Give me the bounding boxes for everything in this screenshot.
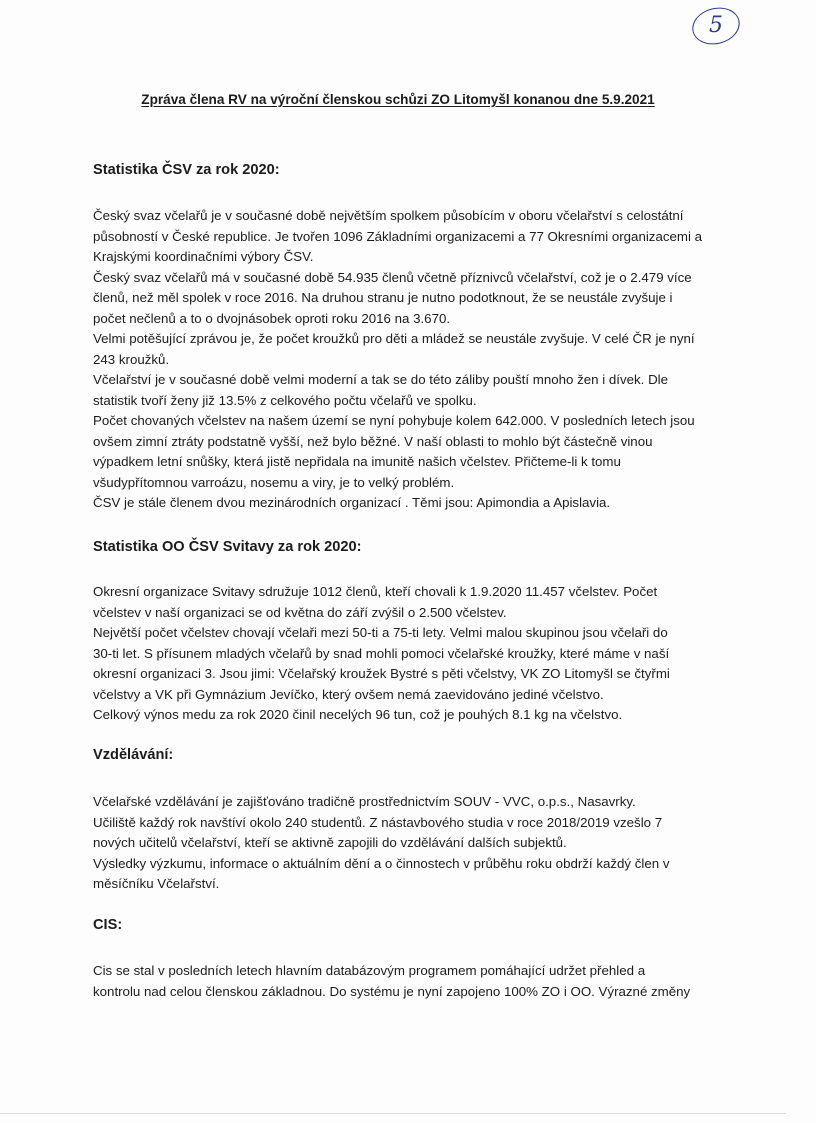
text-line: včelstev v naší organizaci se od května do září zvýšil o 2.500 včelstev. xyxy=(93,604,507,620)
text-line: měsíčníku Včelařství. xyxy=(93,876,220,891)
text-line: okresní organizaci 3. Jsou jimi: Včelařský kroužek Bystré s pěti včelstvy, VK ZO Litomyšl se čtyřmi xyxy=(93,666,670,681)
text-line: působností v České republice. Je tvořen 1096 Základními organizacemi a 77 Okresními organizacemi a xyxy=(93,228,703,244)
section-body-education xyxy=(93,792,723,895)
text-line: 30-ti let. S přísunem mladých včelařů by snad mohli pomoci včelařské kroužky, které máme v naší xyxy=(93,645,670,661)
page-number: 5 xyxy=(709,13,723,38)
text-line: 243 kroužků. xyxy=(93,351,170,367)
text-line: ČSV je stále členem dvou mezinárodních organizací . Těmi jsou: Apimondia a Apislavia. xyxy=(93,495,611,510)
text-line: nových učitelů včelařství, kteří se aktivně zapojili do vzdělávání dalších subjektů. xyxy=(93,835,567,850)
text-line: Okresní organizace Svitavy sdružuje 1012 členů, kteří chovali k 1.9.2020 11.457 včelstev. Počet xyxy=(93,584,658,599)
text-line: členů, než měl spolek v roce 2016. Na druhou stranu je nutno podotknout, že se neustále zvyšuje i xyxy=(93,290,673,305)
text-line: Včelařské vzdělávání je zajišťováno tradičně prostřednictvím SOUV - VVC, o.p.s., Nasavrky. xyxy=(93,794,636,809)
section-heading-education: Vzdělávání: xyxy=(93,747,174,763)
section-body-csv-statistics xyxy=(93,206,723,514)
text-line: Včelařství je v současné době velmi moderní a tak se do této záliby pouští mnoho žen i dívek. Dle xyxy=(93,372,669,387)
text-line: Učiliště každý rok navštíví okolo 240 studentů. Z nástavbového studia v roce 2018/2019 vzešlo 7 xyxy=(93,814,663,830)
text-line: ovšem zimní ztráty podstatně vyšší, než bylo běžné. V naší oblasti to mohlo být částečně vinou xyxy=(93,433,653,449)
text-line: Velmi potěšující zprávou je, že počet kroužků pro děti a mládež se neustále zvyšuje. V celé ČR je nyní xyxy=(93,331,695,346)
text-line: Počet chovaných včelstev na našem území se nyní pohybuje kolem 642.000. V posledních letech jsou xyxy=(93,413,695,428)
report-title: Zpráva člena RV na výroční členskou schůzi ZO Litomyšl konanou dne 5.9.2021 xyxy=(141,92,655,107)
text-line: kontrolu nad celou členskou základnou. Do systému je nyní zapojeno 100% ZO i OO. Výrazné změny xyxy=(93,983,691,999)
text-line: všudypřítomnou varroázu, nosemu a viry, je to velký problém. xyxy=(93,474,455,490)
section-heading-csv-statistics: Statistika ČSV za rok 2020: xyxy=(93,162,280,178)
section-heading-cis: CIS: xyxy=(93,917,123,933)
section-body-oo-svitavy-statistics xyxy=(93,582,723,726)
text-line: Největší počet včelstev chovají včelaři mezi 50-ti a 75-ti lety. Velmi malou skupinou jsou včelaři do xyxy=(93,625,668,640)
text-line: Cis se stal v posledních letech hlavním databázovým programem pomáhající udržet přehled a xyxy=(93,963,646,978)
text-line: výpadkem letní snůšky, která jistě nepřidala na imunitě našich včelstev. Přičteme-li k tomu xyxy=(93,454,621,469)
page-number-circle xyxy=(688,3,743,50)
text-line: Výsledky výzkumu, informace o aktuálním dění a o činnostech v průběhu roku obdrží každý člen v xyxy=(93,855,670,871)
text-line: Český svaz včelařů má v současné době 54.935 členů včetně příznivců včelařství, což je o 2.479 více xyxy=(93,269,692,285)
section-body-cis xyxy=(93,961,723,1002)
text-line: počet nečlenů a to o dvojnásobek oproti roku 2016 na 3.670. xyxy=(93,310,451,326)
text-line: Celkový výnos medu za rok 2020 činil necelých 96 tun, což je pouhých 8.1 kg na včelstvo. xyxy=(93,707,623,722)
text-line: statistik tvoří ženy již 13.5% z celkového počtu včelařů ve spolku. xyxy=(93,392,477,408)
text-line: včelstvy a VK při Gymnázium Jevíčko, který ovšem nemá zaevidováno jediné včelstvo. xyxy=(93,686,604,702)
text-line: Český svaz včelařů je v současné době největším spolkem působícím v oboru včelařství s celostátní xyxy=(93,208,684,223)
scan-edge-line xyxy=(0,1113,786,1114)
section-heading-oo-svitavy-statistics: Statistika OO ČSV Svitavy za rok 2020: xyxy=(93,539,362,555)
text-line: Krajskými koordinačními výbory ČSV. xyxy=(93,249,314,264)
